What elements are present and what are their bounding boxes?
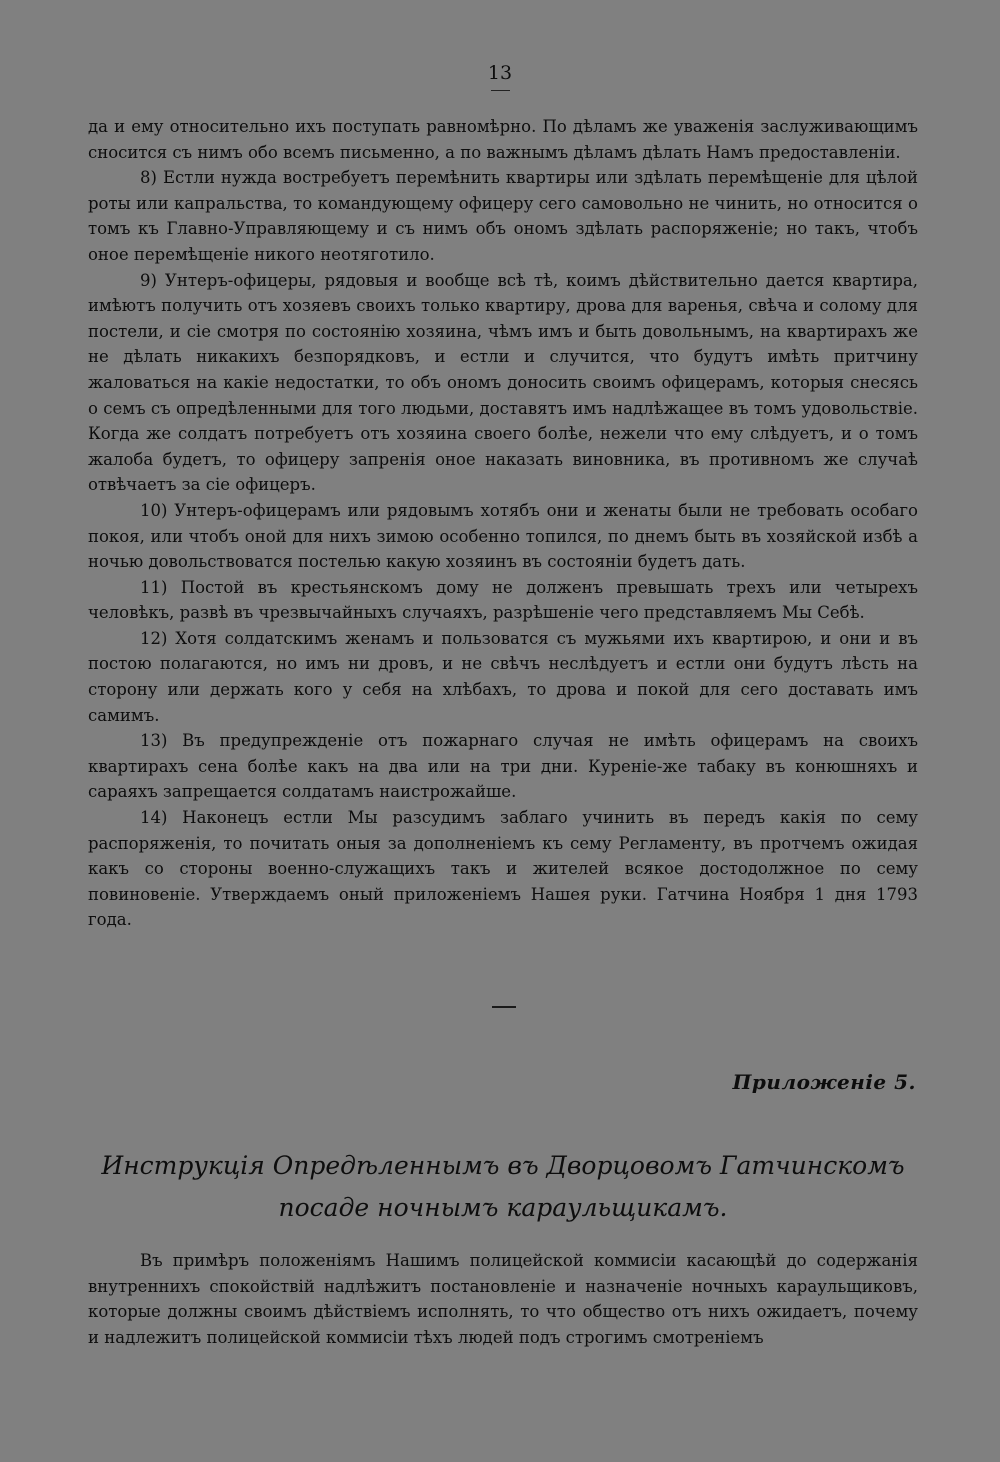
paragraph-12: 12) Хотя солдатскимъ женамъ и пользоватся съ мужьями ихъ квартирою, и они и въ постою полагаются, но имъ ни дровъ, и не свѣчъ неслѣдуетъ и естли они будутъ лѣсть на сторону или держать кого у себя на хлѣбахъ, то дрова и покой для сего доставать имъ самимъ. <box>88 628 918 725</box>
document-body <box>88 114 918 933</box>
section-body <box>88 1248 918 1350</box>
section-separator <box>492 1006 516 1008</box>
page-number: 13 <box>487 62 513 84</box>
paragraph-8: 8) Естли нужда востребуетъ перемѣнить квартиры или здѣлать перемѣщеніе для цѣлой роты или капральства, то командующему офицеру сего самовольно не чинить, но относится о томъ къ Главно-Управляющему и съ нимъ объ ономъ здѣлать распоряженіе; но такъ, чтобъ оное перемѣщеніе никого неотяготило. <box>88 168 918 264</box>
instruction-paragraph: Въ примѣръ положеніямъ Нашимъ полицейской коммисіи касающѣй до содержанія внутреннихъ спокойствій надлѣжитъ постановленіе и назначеніе ночныхъ караульщиковъ, которые должны своимъ дѣйствіемъ исполнять, то что общество отъ нихъ ожидаетъ, почему и надлежитъ полицейской коммисіи тѣхъ людей подъ строгимъ смотреніемъ <box>88 1251 918 1347</box>
page-number-underline <box>491 90 510 91</box>
paragraph-14: 14) Наконецъ естли Мы разсудимъ заблаго учинить въ передъ какія по сему распоряженія, то почитать оныя за дополненіемъ къ сему Регламенту, въ протчемъ ожидая какъ со стороны военно-служащихъ такъ и жителей всякое достодолжное по сему повиновеніе. Утверждаемъ оный приложеніемъ Нашея руки. Гатчина Ноября 1 дня 1793 года. <box>88 808 918 930</box>
paragraph-11: 11) Постой въ крестьянскомъ дому не долженъ превышать трехъ или четырехъ человѣкъ, развѣ въ чрезвычайныхъ случаяхъ, разрѣшеніе чего представляемъ Мы Себѣ. <box>88 577 918 623</box>
paragraph-10: 10) Унтеръ-офицерамъ или рядовымъ хотябъ они и женаты были не требовать особаго покоя, или чтобъ оной для нихъ зимою особенно топился, по днемъ быть въ хозяйской избѣ а ночью довольствоватся постелью какую хозяинъ въ состояніи будетъ дать. <box>88 500 918 572</box>
appendix-label: Приложеніе 5. <box>732 1070 916 1094</box>
paragraph-13: 13) Въ предупрежденіе отъ пожарнаго случая не имѣть офицерамъ на своихъ квартирахъ сена болѣе какъ на два или на три дни. Куреніе-же табаку въ конюшняхъ и сараяхъ запрещается солдатамъ наистрожайше. <box>88 731 918 802</box>
section-title: Инструкція Опредѣленнымъ въ Дворцовомъ Гатчинскомъ посаде ночнымъ караульщикамъ. <box>101 1151 905 1222</box>
paragraph-continuation: да и ему относительно ихъ поступать равномѣрно. По дѣламъ же уваженія заслуживающимъ сносится съ нимъ обо всемъ письменно, а по важнымъ дѣламъ дѣлать Намъ предоставленіи. <box>88 117 918 162</box>
paragraph-9: 9) Унтеръ-офицеры, рядовыя и вообще всѣ тѣ, коимъ дѣйствительно дается квартира, имѣютъ получить отъ хозяевъ своихъ только квартиру, дрова для варенья, свѣча и солому для постели, и сіе смотря по состоянію хозяина, чѣмъ имъ и быть довольнымъ, на квартирахъ же не дѣлать никакихъ безпорядковъ, и естли и случится, что будутъ имѣть притчину жаловаться на какіе недостатки, то объ ономъ доносить своимъ офицерамъ, которыя снесясь о семъ съ опредѣленными для того людьми, доставятъ имъ надлѣжащее въ томъ удовольствіе. Когда же солдатъ потребуетъ отъ хозяина своего болѣе, нежели что ему слѣдуетъ, и о томъ жалоба будетъ, то офицеру запренія оное наказать виновника, въ противномъ же случаѣ отвѣчаетъ за сіе офицеръ. <box>88 270 918 495</box>
